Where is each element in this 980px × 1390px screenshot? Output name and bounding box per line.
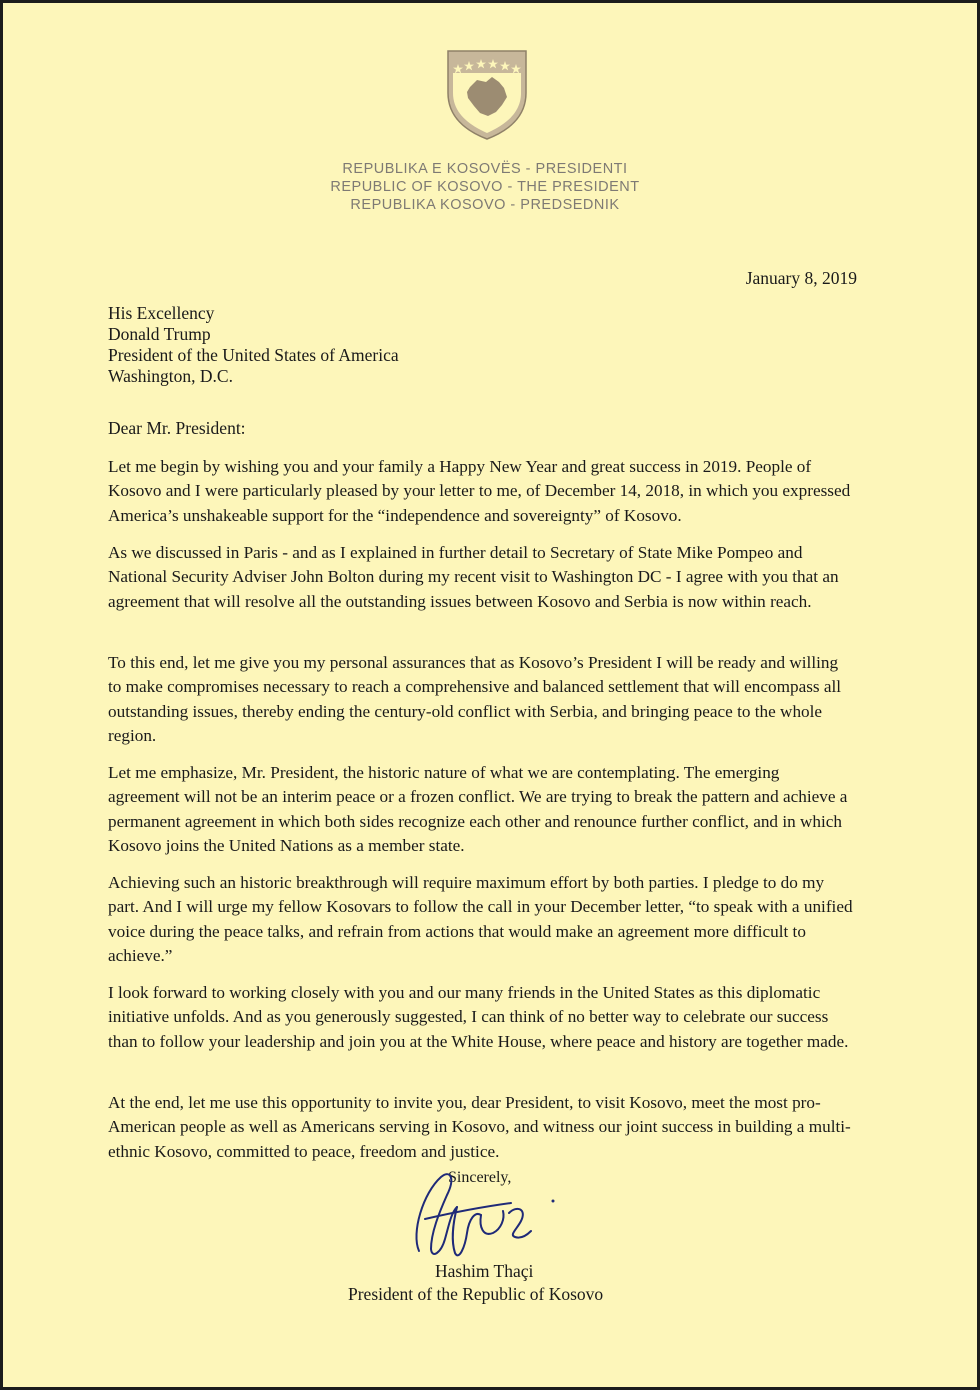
salutation: Dear Mr. President: bbox=[108, 418, 246, 438]
recipient-location: Washington, D.C. bbox=[108, 366, 233, 386]
recipient-name: Donald Trump bbox=[108, 324, 211, 344]
paragraph-1 bbox=[108, 455, 853, 528]
paragraph-text: Let me emphasize, Mr. President, the historic nature of what we are contemplating. The emerging agreement will not be an interim peace or a frozen conflict. We are trying to break the pattern and achieve a permanent agreement in which both sides recognize each other and renounce further conflict, and in which Kosovo joins the United Nations as a member state. bbox=[108, 763, 848, 856]
letterhead-english: REPUBLIC OF KOSOVO - THE PRESIDENT bbox=[330, 179, 640, 195]
letter-date: January 8, 2019 bbox=[745, 268, 857, 288]
paragraph-2 bbox=[108, 541, 853, 614]
paragraph-text: To this end, let me give you my personal assurances that as Kosovo’s President I will be ready and willing to make compromises necessary to reach a comprehensive and balanced settlement that will encompass all outstanding issues, thereby ending the century-old conflict with Serbia, and bringing peace to the whole region. bbox=[108, 653, 842, 746]
letter-page bbox=[3, 3, 977, 1387]
paragraph-5 bbox=[108, 871, 853, 969]
paragraph-text: I look forward to working closely with you and our many friends in the United States as this diplomatic initiative unfolds. And as you generously suggested, I can think of no better way to celebrate our success than to follow your leadership and join you at the White House, where peace and history are together made. bbox=[108, 983, 849, 1051]
paragraph-text: As we discussed in Paris - and as I explained in further detail to Secretary of State Mike Pompeo and National Security Adviser John Bolton during my recent visit to Washington DC - I agree with you that an agreement that will resolve all the outstanding issues between Kosovo and Serbia is now within reach. bbox=[108, 543, 839, 611]
recipient-title: President of the United States of America bbox=[108, 345, 399, 365]
kosovo-coat-of-arms-icon bbox=[444, 45, 530, 141]
recipient-honorific: His Excellency bbox=[108, 303, 215, 323]
letterhead bbox=[243, 160, 727, 214]
letterhead-albanian: REPUBLIKA E KOSOVËS - PRESIDENTI bbox=[342, 161, 628, 177]
paragraph-4 bbox=[108, 761, 853, 859]
paragraph-3 bbox=[108, 651, 853, 749]
signer-title: President of the Republic of Kosovo bbox=[348, 1284, 604, 1304]
recipient-address bbox=[108, 303, 399, 387]
letterhead-serbian: REPUBLIKA KOSOVO - PREDSEDNIK bbox=[350, 197, 620, 213]
paragraph-text: Achieving such an historic breakthrough will require maximum effort by both parties. I pledge to do my part. And I will urge my fellow Kosovars to follow the call in your December letter, “to speak with a unified voice during the peace talks, and refrain from actions that would make an agreement more difficult to achieve.” bbox=[108, 873, 853, 966]
paragraph-7 bbox=[108, 1091, 853, 1164]
handwritten-signature bbox=[401, 1163, 571, 1273]
closing: Sincerely, bbox=[448, 1169, 512, 1186]
signer-name: Hashim Thaçi bbox=[435, 1261, 534, 1281]
paragraph-text: At the end, let me use this opportunity to invite you, dear President, to visit Kosovo, meet the most pro-American people as well as Americans serving in Kosovo, and witness our joint success in building a multi-ethnic Kosovo, committed to peace, freedom and justice. bbox=[108, 1093, 851, 1161]
paragraph-6 bbox=[108, 981, 853, 1054]
paragraph-text: Let me begin by wishing you and your family a Happy New Year and great success in 2019. People of Kosovo and I were particularly pleased by your letter to me, of December 14, 2018, in which you expressed America’s unshakeable support for the “independence and sovereignty” of Kosovo. bbox=[108, 457, 851, 525]
